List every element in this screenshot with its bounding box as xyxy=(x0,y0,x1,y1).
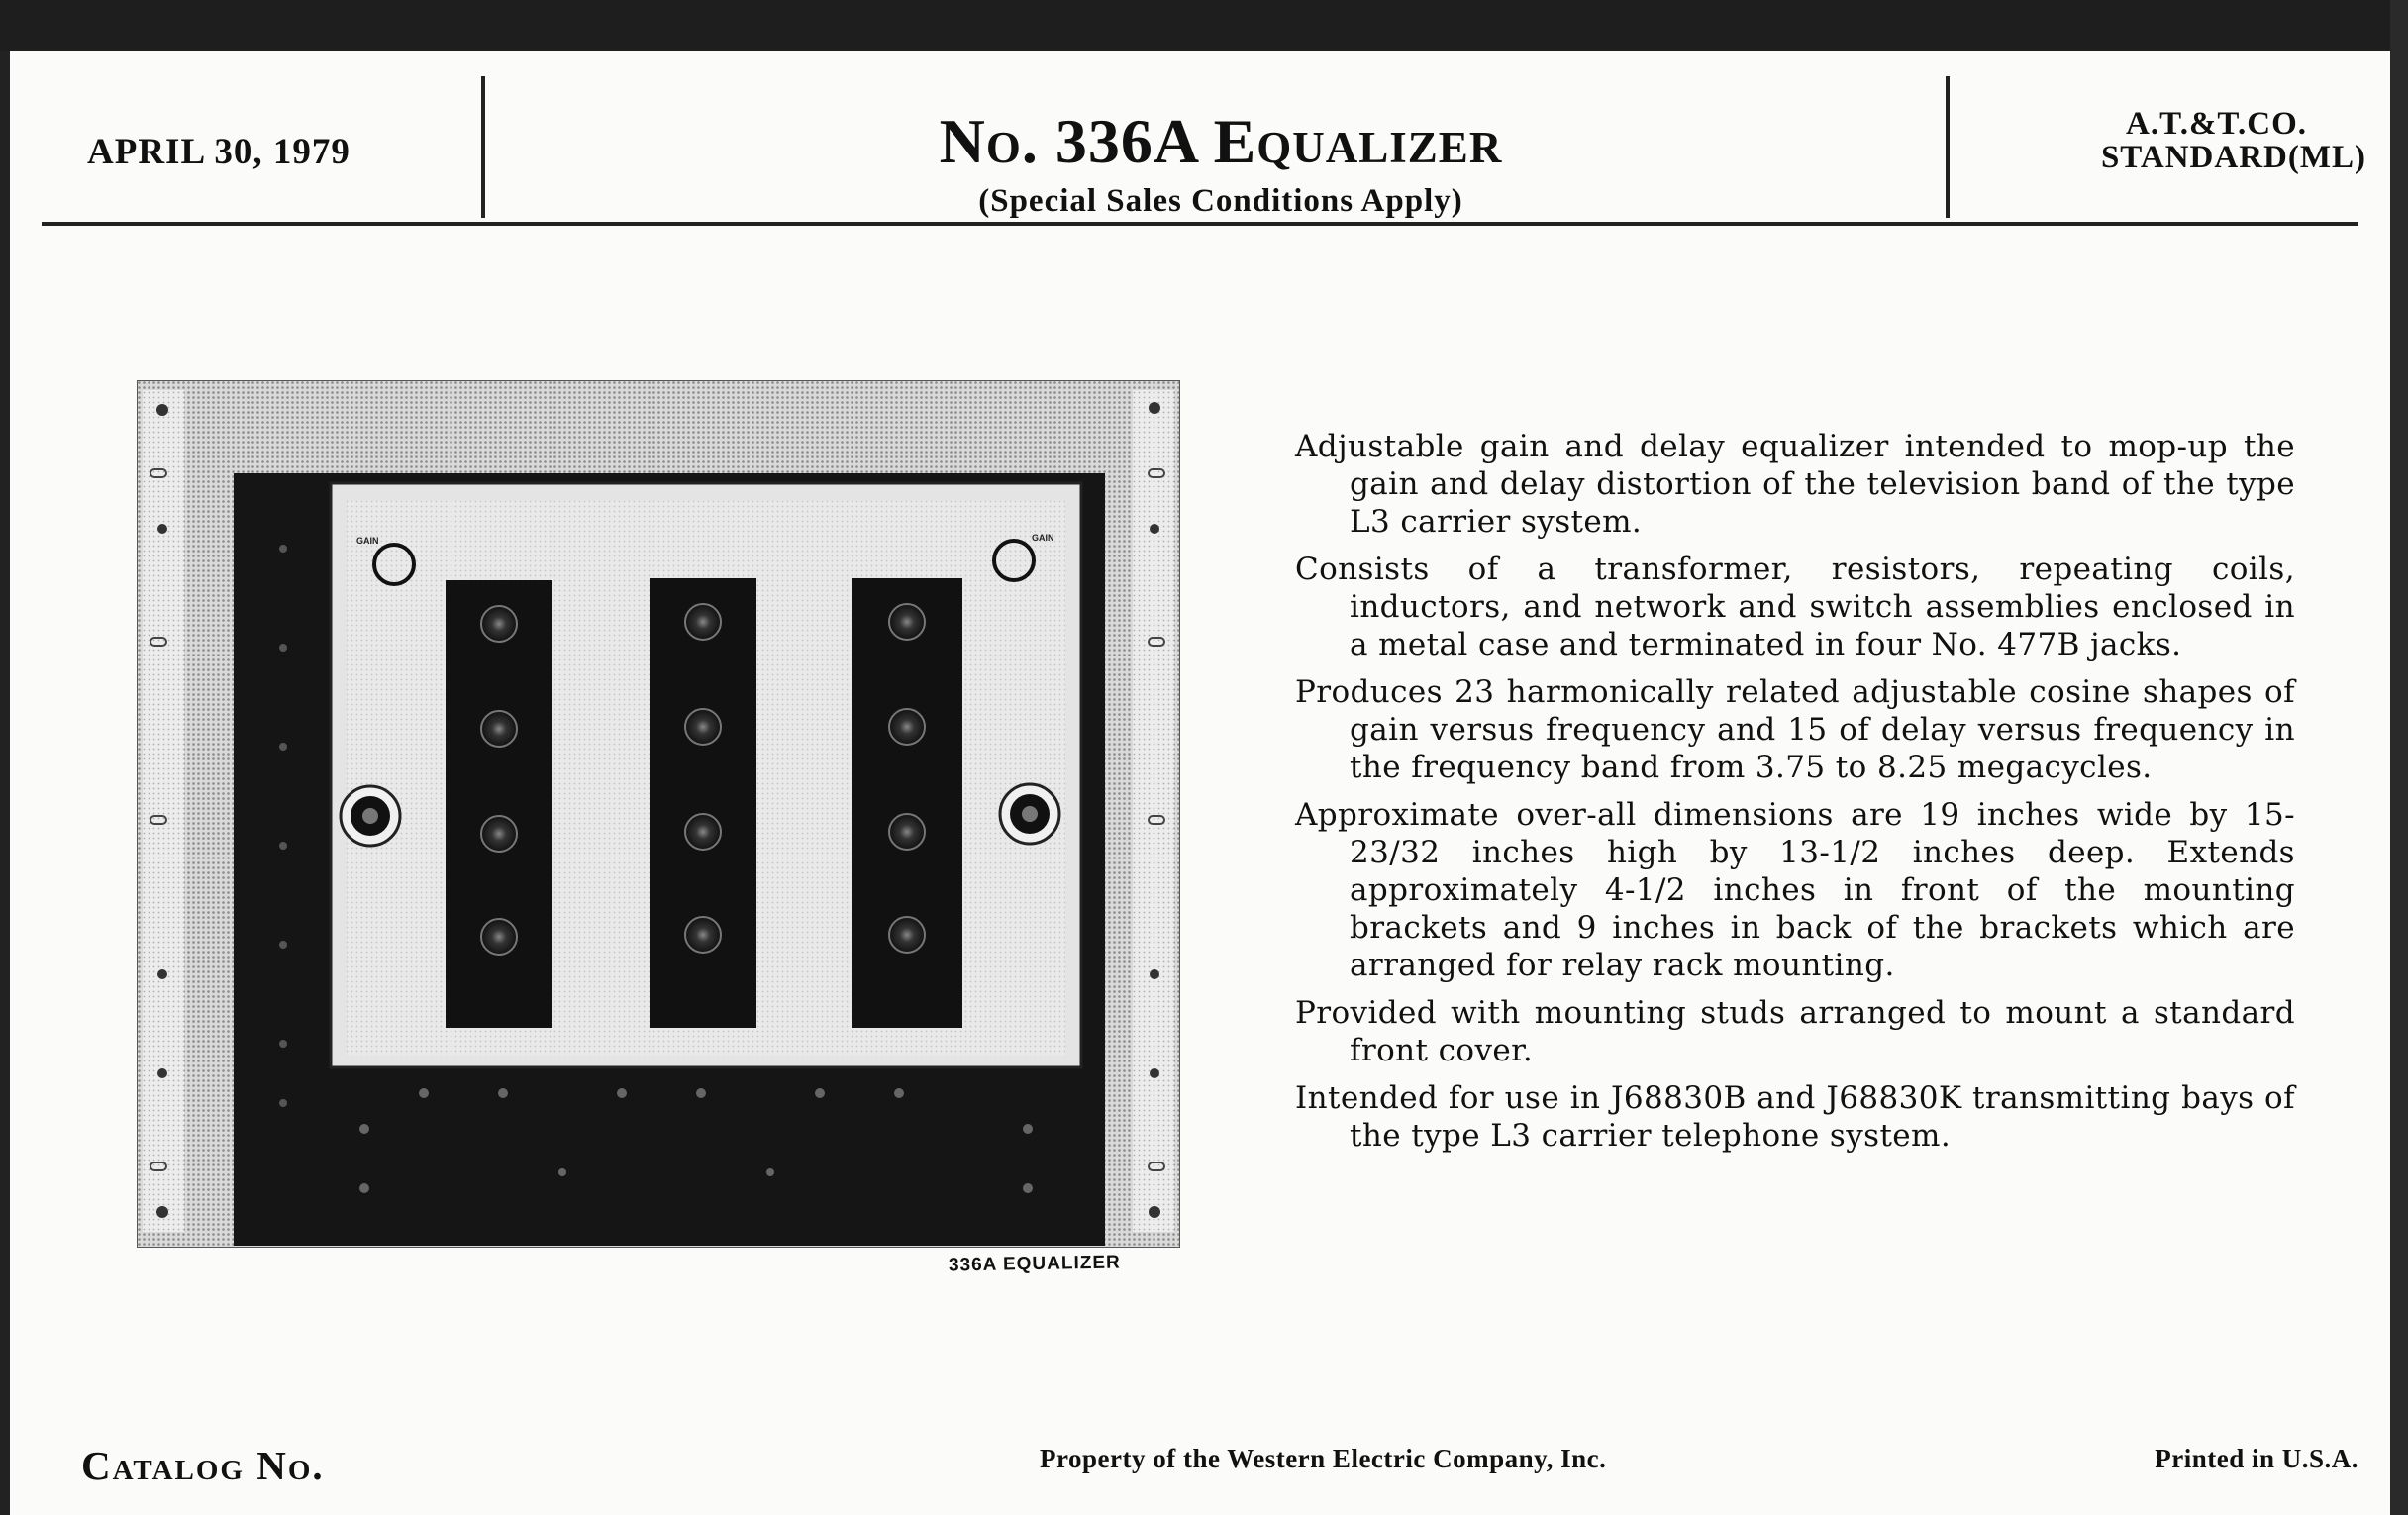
scan-right-border xyxy=(2390,0,2408,1515)
gain-label-right: GAIN xyxy=(1032,533,1054,543)
description-paragraph: Produces 23 harmonically related adjustable cosine shapes of gain versus frequency and 15 of delay versus frequency in the frequency band from 3.75 to 8.25 megacycles. xyxy=(1295,674,2295,785)
description-paragraph: Consists of a transformer, resistors, repeating coils, inductors, and network and switch assemblies enclosed in a metal case and terminated in four No. 477B jacks. xyxy=(1295,552,2295,662)
page-title-text: No. 336A Equalizer xyxy=(939,106,1503,176)
standard-line-2: STANDARD(ML) xyxy=(2100,140,2366,175)
page-subtitle: (Special Sales Conditions Apply) xyxy=(978,183,1463,219)
catalog-sheet xyxy=(10,51,2390,1515)
description-paragraph: Approximate over-all dimensions are 19 inches wide by 15-23/32 inches high by 13-1/2 inches deep. Extends approximately 4-1/2 inches in front of the mounting brackets and 9 inches in back of the brackets which are arranged for relay rack mounting. xyxy=(1295,797,2295,983)
switch-strip-2 xyxy=(650,578,756,1028)
header-rule xyxy=(42,222,2358,226)
left-bracket xyxy=(143,390,184,1232)
scan-top-border xyxy=(0,0,2408,51)
header-date: APRIL 30, 1979 xyxy=(87,132,351,172)
gain-label-left: GAIN xyxy=(356,536,379,546)
switch-strip-3 xyxy=(852,578,962,1028)
catalog-number-label: Catalog No. xyxy=(81,1443,325,1488)
header-divider-right xyxy=(1946,76,1950,218)
description-paragraph: Provided with mounting studs arranged to mount a standard front cover. xyxy=(1295,995,2295,1068)
property-notice: Property of the Western Electric Company, Inc. xyxy=(1040,1444,1607,1473)
right-bracket xyxy=(1133,390,1174,1232)
standard-label xyxy=(1951,107,2366,174)
page-title xyxy=(483,105,1958,178)
standard-line-1: A.T.&T.CO. xyxy=(2126,106,2307,142)
switch-strip-1 xyxy=(446,580,552,1028)
equalizer-photo xyxy=(137,380,1180,1248)
description-paragraph: Adjustable gain and delay equalizer intended to mop-up the gain and delay distortion of the television band of the type L3 carrier system. xyxy=(1295,429,2295,540)
description xyxy=(1295,428,2295,1164)
description-paragraph: Intended for use in J68830B and J68830K transmitting bays of the type L3 carrier telephone system. xyxy=(1295,1080,2295,1154)
photo-caption: 336A EQUALIZER xyxy=(948,1252,1121,1276)
printed-notice: Printed in U.S.A. xyxy=(2155,1444,2358,1473)
